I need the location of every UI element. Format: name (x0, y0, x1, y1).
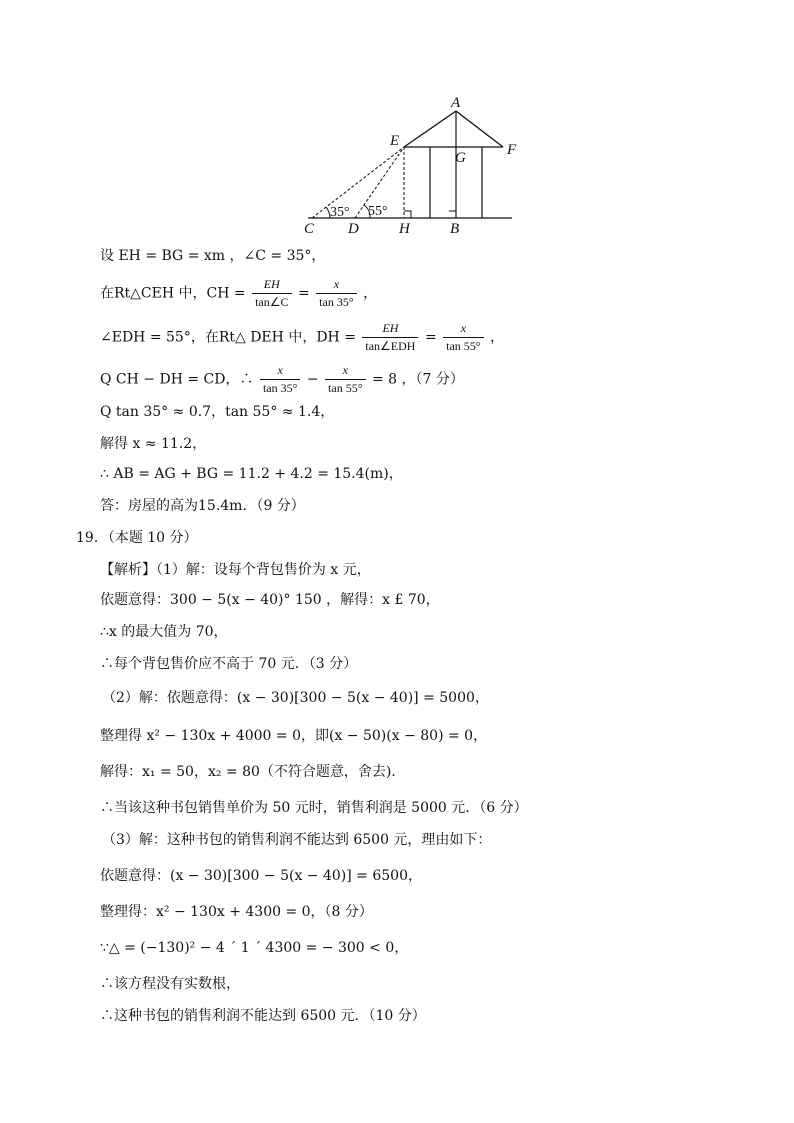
equals: = (297, 285, 310, 302)
frac-num: x (316, 276, 356, 294)
line-12: ∴x 的最大值为 70， (100, 624, 228, 640)
label-g: G (455, 150, 466, 166)
roof-left-edge (404, 111, 456, 147)
minus: − (306, 371, 319, 388)
label-h: H (399, 221, 410, 237)
fraction-eh-tanc (252, 276, 291, 311)
line-15: 整理得 x² − 130x + 4000 = 0，即(x − 50)(x − 80) = 0， (100, 728, 488, 744)
line-7: ∴ AB = AG + BG = 11.2 + 4.2 = 15.4(m)， (100, 466, 403, 482)
angle-c-label: 35° (330, 205, 350, 220)
right-angle-b (449, 211, 456, 218)
line-17: ∴当该这种书包销售单价为 50 元时，销售利润是 5000 元．（6 分） (100, 800, 528, 816)
geometry-figure (0, 0, 794, 245)
label-c: C (304, 221, 315, 237)
line-22: ∴该方程没有实数根， (100, 976, 240, 992)
fraction-x-tan55 (325, 362, 365, 397)
frac-den: tan 55° (328, 381, 363, 395)
line-18: （3）解：这种书包的销售利润不能达到 6500 元，理由如下： (102, 832, 492, 848)
line-8: 答：房屋的高为15.4m．（9 分） (100, 498, 305, 514)
question-19-heading: 19．（本题 10 分） (76, 530, 198, 546)
line-19: 依题意得：(x − 30)[300 − 5(x − 40)] = 6500， (100, 868, 422, 884)
line-16: 解得：x₁ = 50，x₂ = 80（不符合题意，舍去)． (100, 764, 406, 780)
line-3-lead: ∠EDH = 55°，在Rt△ DEH 中，DH = (100, 329, 356, 346)
label-d: D (348, 221, 359, 237)
right-angle-h (404, 211, 411, 218)
label-a: A (451, 95, 461, 111)
frac-num: x (325, 362, 365, 380)
line-20: 整理得：x² − 130x + 4300 = 0，（8 分） (100, 904, 373, 920)
line-2 (100, 276, 377, 311)
equals: = (424, 329, 437, 346)
frac-num: EH (362, 320, 418, 338)
roof-right-edge (456, 111, 503, 147)
line-21: ∵△ = (−130)² − 4 ´ 1 ´ 4300 = − 300 < 0， (100, 940, 409, 956)
line-1: 设 EH = BG = xm ，∠C = 35°， (100, 248, 326, 264)
comma: ， (490, 329, 505, 346)
line-5: Q tan 35° ≈ 0.7，tan 55° ≈ 1.4， (100, 404, 335, 420)
frac-num: x (443, 320, 483, 338)
line-11: 依题意得：300 − 5(x − 40)° 150 ，解得：x £ 70， (100, 592, 440, 608)
line-3 (100, 320, 504, 355)
comma: ， (363, 285, 378, 302)
frac-den: tan∠C (255, 295, 289, 309)
frac-num: x (260, 362, 300, 380)
fraction-x-tan35 (260, 362, 300, 397)
line-10: 【解析】（1）解：设每个背包售价为 x 元， (100, 562, 371, 578)
frac-den: tan 35° (319, 295, 354, 309)
label-b: B (450, 221, 460, 237)
line-4-lead: Q CH − DH = CD，∴ (100, 371, 254, 388)
line-4-tail: = 8 ，（7 分） (371, 371, 464, 388)
fraction-x-tan55 (443, 320, 483, 355)
line-6: 解得 x ≈ 11.2， (100, 436, 207, 452)
line-2-lead: 在Rt△CEH 中，CH = (100, 285, 246, 302)
angle-d-label: 55° (368, 204, 388, 219)
fraction-eh-tanedh (362, 320, 418, 355)
frac-num: EH (252, 276, 291, 294)
label-e: E (390, 133, 400, 149)
label-f: F (507, 142, 517, 158)
frac-den: tan 55° (446, 339, 481, 353)
line-4 (100, 362, 464, 397)
fraction-x-tan35 (316, 276, 356, 311)
line-14: （2）解：依题意得：(x − 30)[300 − 5(x − 40)] = 5000， (102, 690, 489, 706)
frac-den: tan 35° (262, 381, 298, 395)
line-13: ∴每个背包售价应不高于 70 元．（3 分） (100, 656, 358, 672)
line-23: ∴这种书包的销售利润不能达到 6500 元．（10 分） (100, 1008, 426, 1024)
frac-den: tan∠EDH (365, 339, 416, 353)
